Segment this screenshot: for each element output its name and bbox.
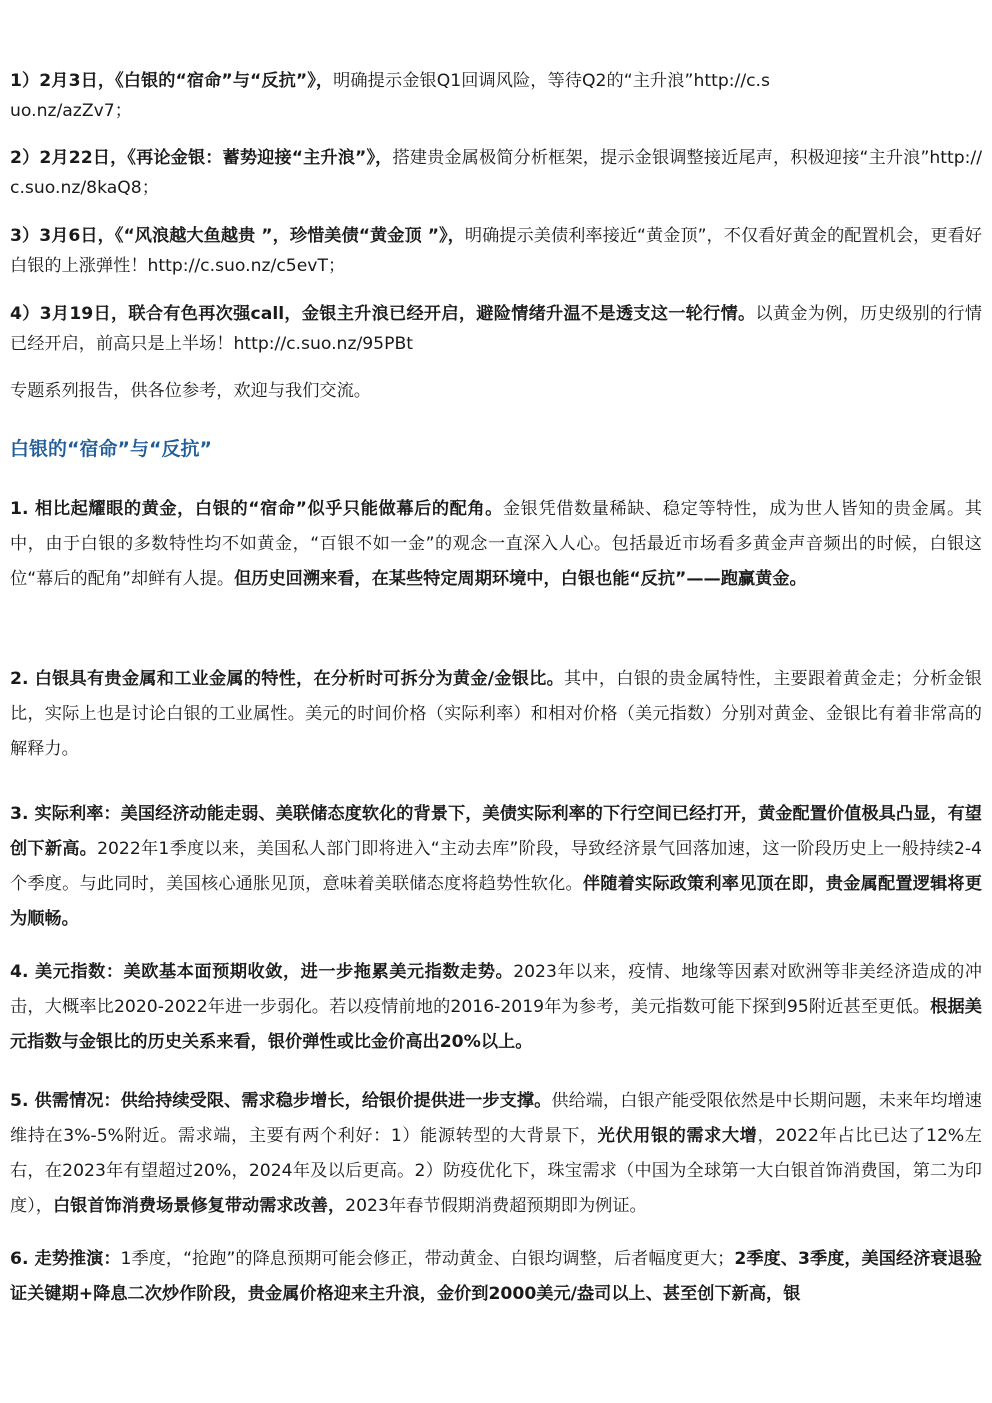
point-lead: 5. 供需情况：供给持续受限、需求稳步增长，给银价提供进一步支撑。	[10, 1091, 552, 1111]
point-body: ，2022年占比已达了12%左右，在2023年有望超过20%，2024年及以后更高。2）防疫优化下，珠宝需求（中国为全球第一大白银首饰消费国，第二为印度），	[10, 1126, 982, 1216]
report-item-4	[10, 299, 982, 359]
point-lead: 3. 实际利率：美国经济动能走弱、美联储态度软化的背景下，美债实际利率的下行空间已经打开，黄金配置价值极具凸显，有望创下新高。	[10, 804, 982, 859]
report-item-2	[10, 143, 982, 203]
point-body: 2023年以来，疫情、地缘等因素对欧洲等非美经济造成的冲击，大概率比2020-2022年进一步弱化。若以疫情前地的2016-2019年为参考，美元指数可能下探到95附近甚至更低。	[10, 962, 982, 1017]
point-conclusion: 但历史回溯来看，在某些特定周期环境中，白银也能“反抗”——跑赢黄金。	[234, 569, 807, 589]
report-summary: 以黄金为例，历史级别的行情已经开启，前高只是上半场！	[10, 304, 982, 354]
point-conclusion: 伴随着实际政策利率见顶在即，贵金属配置逻辑将更为顺畅。	[10, 874, 982, 929]
point-1	[10, 492, 982, 597]
point-body: 2023年春节假期消费超预期即为例证。	[345, 1196, 647, 1216]
point-body: 供给端，白银产能受限依然是中长期问题，未来年均增速维持在3%-5%附近。需求端，主要有两个利好：1）能源转型的大背景下，	[10, 1091, 982, 1146]
point-body: 2022年1季度以来，美国私人部门即将进入“主动去库”阶段，导致经济景气回落加速，这一阶段历史上一般持续2-4个季度。与此同时，美国核心通胀见顶，意味着美联储态度将趋势性软化。	[10, 839, 982, 894]
report-link[interactable]: http://c.suo.nz/8kaQ8；	[10, 148, 983, 198]
report-summary: 明确提示金银Q1回调风险，等待Q2的“主升浪”	[333, 71, 694, 91]
report-link[interactable]: http://c.suo.nz/c5evT；	[147, 256, 346, 276]
point-3	[10, 797, 982, 937]
point-lead: 2. 白银具有贵金属和工业金属的特性，在分析时可拆分为黄金/金银比。	[10, 669, 564, 689]
report-title: 3）3月6日，《“风浪越大鱼越贵 ”，珍惜美债“黄金顶 ”》，	[10, 226, 465, 246]
report-link[interactable]: http://c.suo.nz/azZv7；	[10, 71, 770, 121]
point-6	[10, 1242, 982, 1312]
report-title: 1）2月3日，《白银的“宿命”与“反抗”》，	[10, 71, 334, 91]
point-body: 金银凭借数量稀缺、稳定等特性，成为世人皆知的贵金属。其中，由于白银的多数特性均不如黄金，“百银不如一金”的观念一直深入人心。包括最近市场看多黄金声音频出的时候，白银这位“幕后的配角”却鲜有人提。	[10, 499, 982, 589]
point-conclusion: 根据美元指数与金银比的历史关系来看，银价弹性或比金价高出20%以上。	[10, 997, 982, 1052]
point-highlight: 光伏用银的需求大增	[597, 1126, 758, 1146]
report-summary: 搭建贵金属极简分析框架，提示金银调整接近尾声，积极迎接“主升浪”	[392, 148, 930, 168]
report-item-1	[10, 66, 770, 126]
point-5	[10, 1084, 982, 1224]
point-body: 1季度，“抢跑”的降息预期可能会修正，带动黄金、白银均调整，后者幅度更大；	[120, 1249, 735, 1269]
point-lead: 1. 相比起耀眼的黄金，白银的“宿命”似乎只能做幕后的配角。	[10, 499, 503, 519]
point-4	[10, 955, 982, 1060]
point-highlight: 白银首饰消费场景修复带动需求改善，	[52, 1196, 346, 1216]
report-title: 4）3月19日，联合有色再次强call，金银主升浪已经开启，避险情绪升温不是透支这一轮行情。	[10, 304, 756, 324]
point-conclusion: 2季度、3季度，美国经济衰退验证关键期+降息二次炒作阶段，贵金属价格迎来主升浪，金价到2000美元/盎司以上、甚至创下新高，银	[10, 1249, 982, 1304]
report-summary: 明确提示美债利率接近“黄金顶”，不仅看好黄金的配置机会，更看好白银的上涨弹性！	[10, 226, 983, 276]
report-title: 2）2月22日，《再论金银：蓄势迎接“主升浪”》，	[10, 148, 393, 168]
report-link[interactable]: http://c.suo.nz/95PBt	[233, 334, 414, 354]
point-body: 其中，白银的贵金属特性，主要跟着黄金走；分析金银比，实际上也是讨论白银的工业属性。美元的时间价格（实际利率）和相对价格（美元指数）分别对黄金、金银比有着非常高的解释力。	[10, 669, 982, 759]
point-lead: 6. 走势推演：	[10, 1249, 121, 1269]
section-title: 白银的“宿命”与“反抗”	[10, 438, 212, 460]
intro-text: 专题系列报告，供各位参考，欢迎与我们交流。	[10, 381, 371, 401]
point-lead: 4. 美元指数：美欧基本面预期收敛，进一步拖累美元指数走势。	[10, 962, 514, 982]
report-item-3	[10, 221, 982, 281]
point-2	[10, 662, 982, 767]
